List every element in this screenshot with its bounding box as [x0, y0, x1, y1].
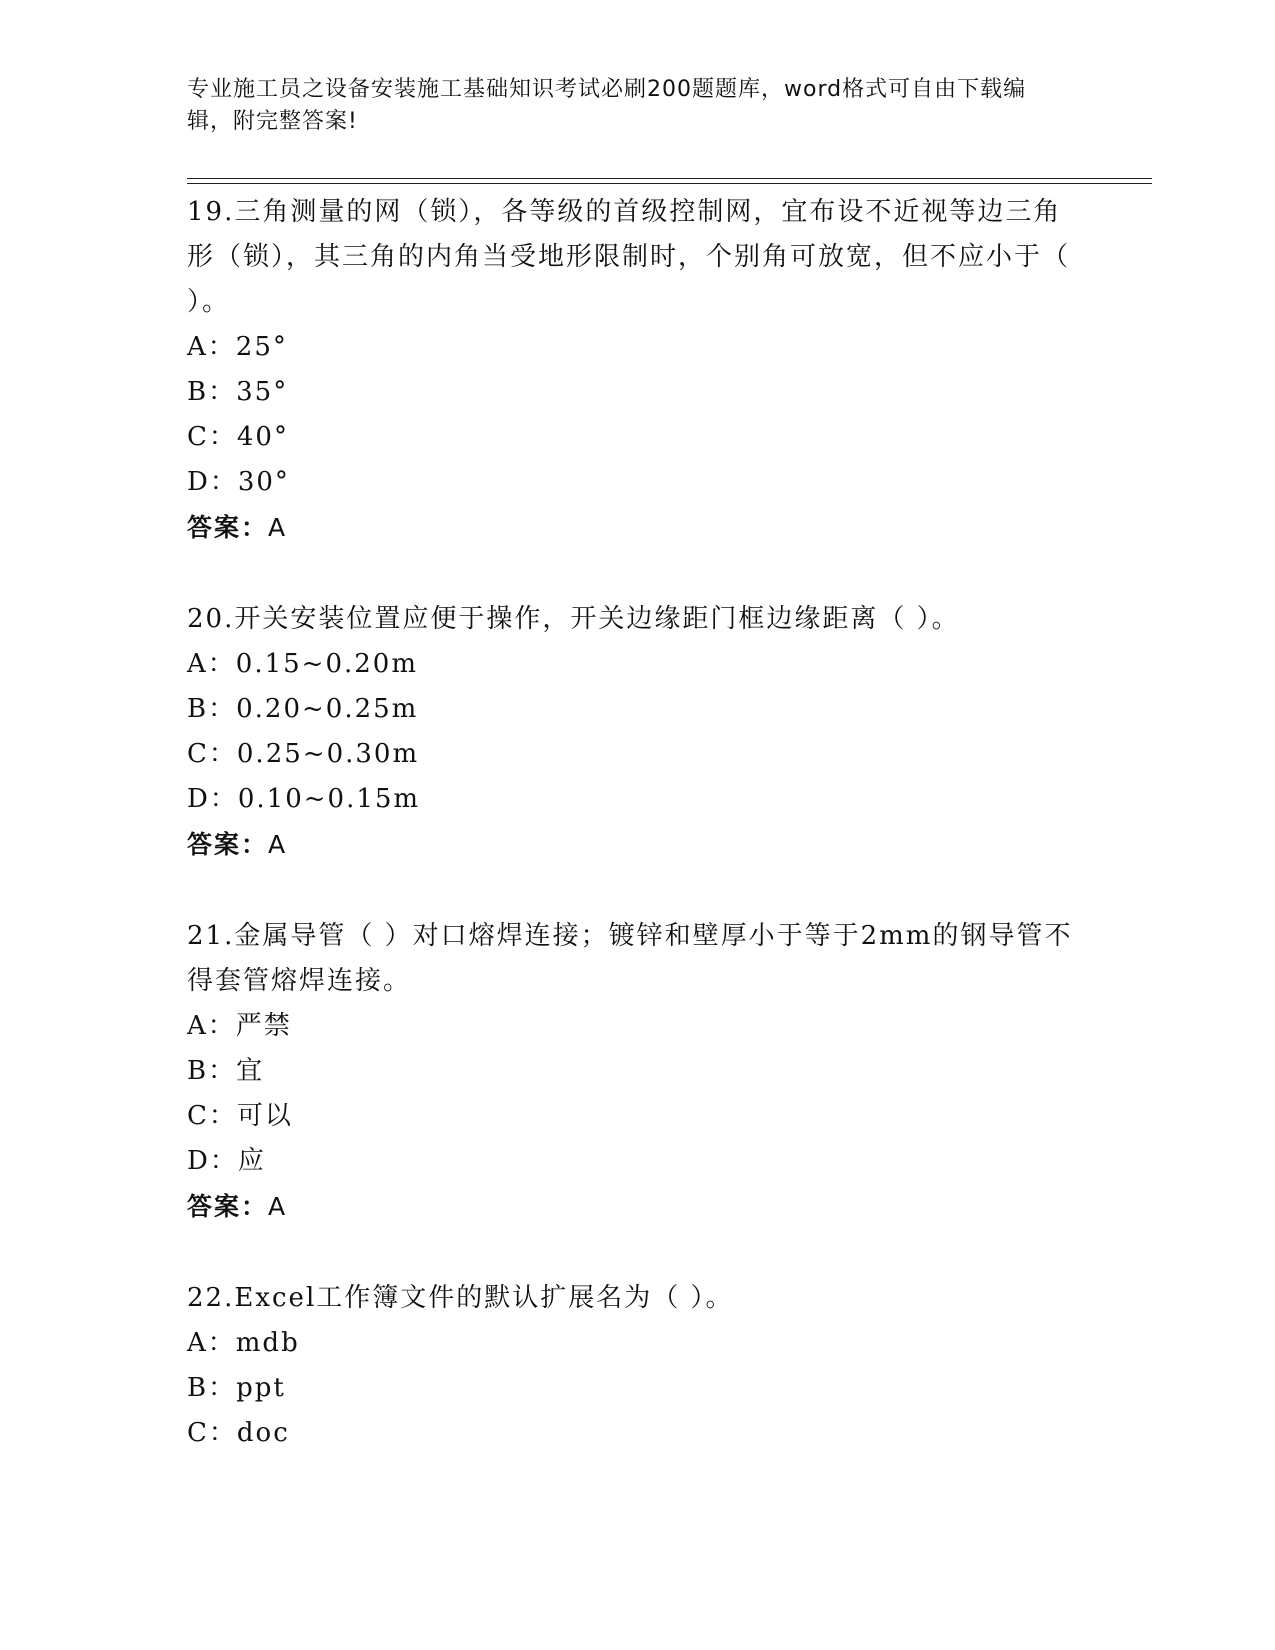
question-19: [187, 190, 1087, 551]
document-header: 专业施工员之设备安装施工基础知识考试必刷200题题库，word格式可自由下载编辑，附完整答案!: [187, 77, 1027, 134]
question-21: [187, 914, 1087, 1230]
answer-line: [187, 822, 1087, 868]
option-d: D：0.10~0.15m: [187, 784, 421, 814]
question-20: [187, 597, 1087, 868]
header-divider-bottom: [187, 183, 1152, 184]
answer-value: A: [268, 830, 288, 859]
option-b: B：0.20~0.25m: [187, 694, 419, 724]
answer-label: 答案：: [187, 830, 269, 859]
option-b: B：宜: [187, 1056, 265, 1086]
question-stem: 22.Excel工作簿文件的默认扩展名为（ ）。: [187, 1283, 734, 1313]
question-stem: 21.金属导管（ ）对口熔焊连接；镀锌和壁厚小于等于2mm的钢导管不得套管熔焊连接。: [187, 921, 1073, 996]
question-list: [187, 190, 1087, 1502]
question-stem: 20.开关安装位置应便于操作，开关边缘距门框边缘距离（ ）。: [187, 604, 960, 634]
header-divider-top: [187, 178, 1152, 179]
option-d: D：应: [187, 1146, 266, 1176]
answer-label: 答案：: [187, 513, 269, 542]
answer-value: A: [268, 1192, 288, 1221]
option-b: B：35°: [187, 377, 289, 407]
option-c: C：doc: [187, 1418, 290, 1448]
option-c: C：40°: [187, 422, 289, 452]
answer-line: [187, 1184, 1087, 1230]
answer-label: 答案：: [187, 1192, 269, 1221]
answer-line: [187, 505, 1087, 551]
option-c: C：可以: [187, 1101, 293, 1131]
option-d: D：30°: [187, 467, 290, 497]
question-stem: 19.三角测量的网（锁），各等级的首级控制网，宜布设不近视等边三角形（锁），其三角的内角当受地形限制时，个别角可放宽，但不应小于（ ）。: [187, 197, 1071, 317]
option-a: A：mdb: [187, 1328, 300, 1358]
option-a: A：0.15~0.20m: [187, 649, 418, 679]
answer-value: A: [268, 513, 288, 542]
option-b: B：ppt: [187, 1373, 286, 1403]
option-c: C：0.25~0.30m: [187, 739, 420, 769]
option-a: A：25°: [187, 332, 288, 362]
question-22: [187, 1276, 1087, 1456]
option-a: A：严禁: [187, 1011, 292, 1041]
